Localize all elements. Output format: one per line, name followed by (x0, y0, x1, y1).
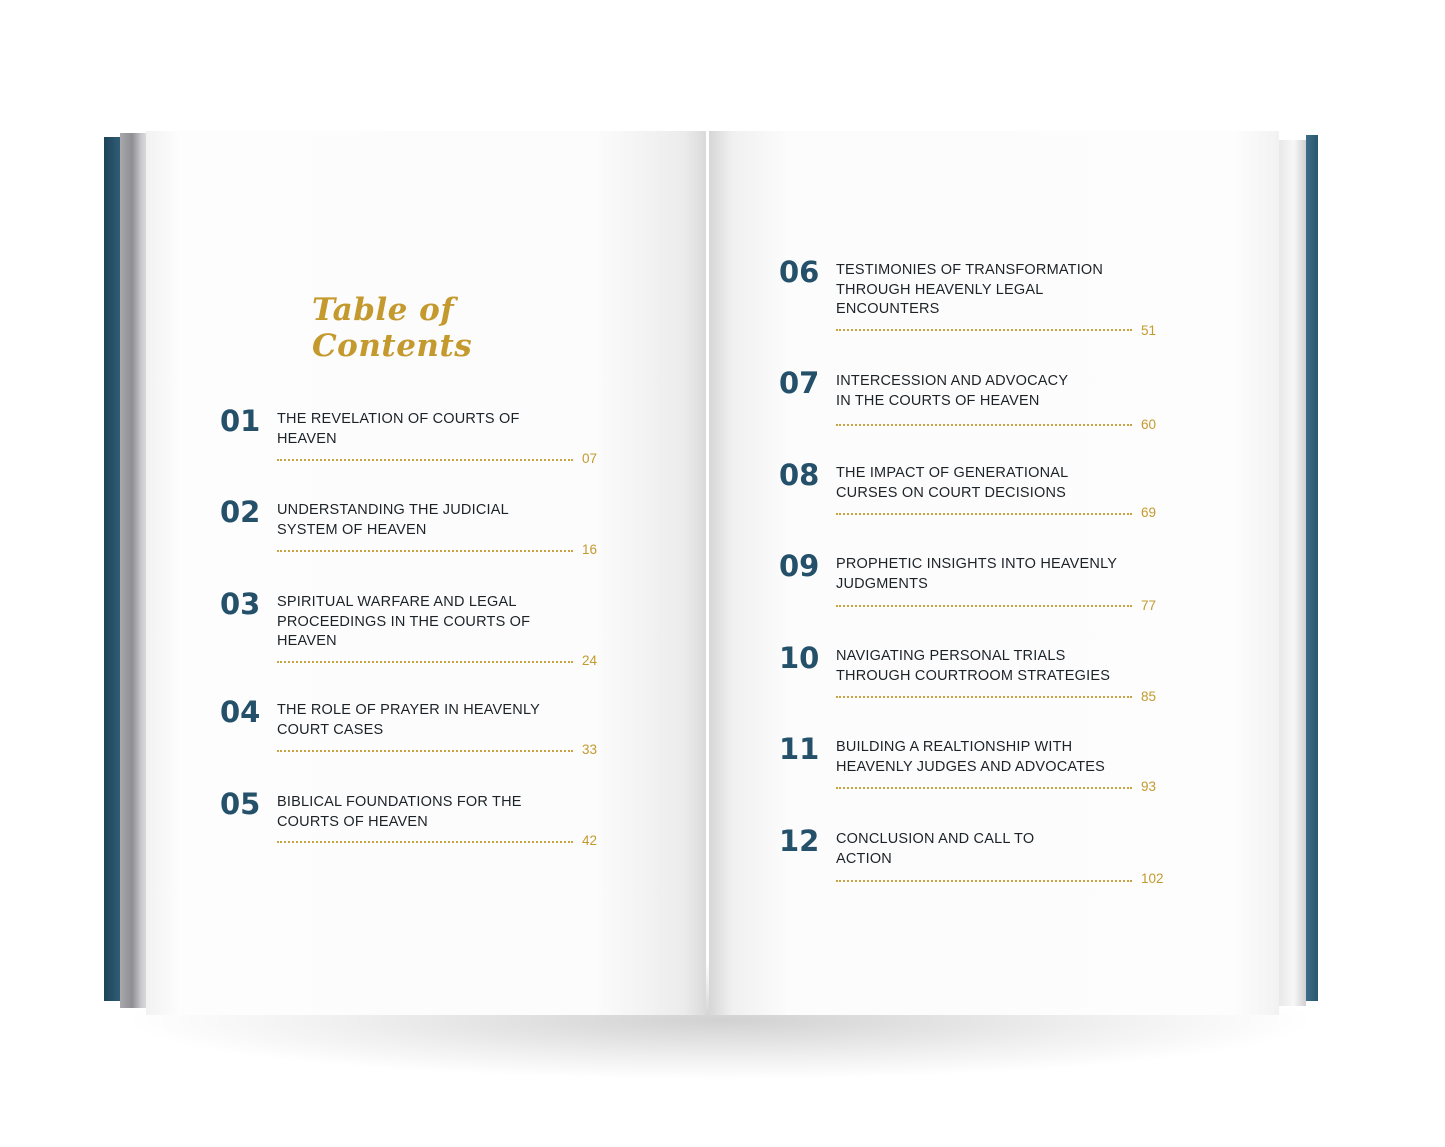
book-cover-right-edge (1306, 135, 1318, 1001)
chapter-title: CONCLUSION AND CALL TO ACTION (836, 831, 1035, 867)
dotted-leader (836, 787, 1132, 789)
chapter-title: BIBLICAL FOUNDATIONS FOR THE COURTS OF HEAVEN (277, 794, 522, 830)
chapter-number: 01 (220, 404, 261, 438)
page-number: 85 (1141, 689, 1157, 704)
page-number: 102 (1141, 871, 1164, 886)
chapter-number: 06 (779, 255, 820, 289)
page-number: 69 (1141, 505, 1157, 520)
page-number: 24 (582, 653, 598, 668)
chapter-number: 04 (220, 695, 261, 729)
page-number: 33 (582, 742, 598, 757)
page-number: 60 (1141, 417, 1157, 432)
dotted-leader (836, 880, 1132, 882)
chapter-number: 05 (220, 787, 261, 821)
chapter-title: INTERCESSION AND ADVOCACY IN THE COURTS OF HEAVEN (836, 373, 1068, 409)
chapter-title: UNDERSTANDING THE JUDICIAL SYSTEM OF HEAVEN (277, 502, 509, 538)
page-number: 07 (582, 451, 598, 466)
page-number: 77 (1141, 598, 1157, 613)
chapter-number: 10 (779, 641, 820, 675)
dotted-leader (277, 661, 573, 663)
page-number: 16 (582, 542, 598, 557)
dotted-leader (836, 605, 1132, 607)
page-number: 93 (1141, 779, 1157, 794)
chapter-number: 12 (779, 824, 820, 858)
toc-title: Table of Contents (312, 292, 473, 364)
dotted-leader (277, 750, 573, 752)
page-number: 51 (1141, 323, 1157, 338)
dotted-leader (277, 550, 573, 552)
chapter-title: NAVIGATING PERSONAL TRIALS THROUGH COURTROOM STRATEGIES (836, 648, 1111, 684)
chapter-title: THE REVELATION OF COURTS OF HEAVEN (277, 411, 520, 447)
dotted-leader (836, 513, 1132, 515)
chapter-title: PROPHETIC INSIGHTS INTO HEAVENLY JUDGMENTS (836, 556, 1117, 592)
chapter-number: 03 (220, 587, 261, 621)
chapter-number: 02 (220, 495, 261, 529)
dotted-leader (277, 841, 573, 843)
chapter-number: 09 (779, 549, 820, 583)
chapter-number: 07 (779, 366, 820, 400)
page-number: 42 (582, 833, 598, 848)
dotted-leader (836, 696, 1132, 698)
right-page-stack-edge (1276, 140, 1306, 1006)
chapter-title: TESTIMONIES OF TRANSFORMATION THROUGH HEAVENLY LEGAL ENCOUNTERS (836, 262, 1104, 317)
dotted-leader (836, 329, 1132, 331)
chapter-title: BUILDING A REALTIONSHIP WITH HEAVENLY JUDGES AND ADVOCATES (836, 739, 1106, 775)
chapter-title: SPIRITUAL WARFARE AND LEGAL PROCEEDINGS IN THE COURTS OF HEAVEN (277, 594, 531, 649)
chapter-number: 08 (779, 458, 820, 492)
dotted-leader (836, 424, 1132, 426)
chapter-title: THE IMPACT OF GENERATIONAL CURSES ON COURT DECISIONS (836, 465, 1068, 501)
chapter-number: 11 (779, 732, 820, 766)
book-cover-left-edge (104, 137, 120, 1001)
dotted-leader (277, 459, 573, 461)
left-page (146, 131, 706, 1015)
chapter-title: THE ROLE OF PRAYER IN HEAVENLY COURT CASES (277, 702, 540, 738)
